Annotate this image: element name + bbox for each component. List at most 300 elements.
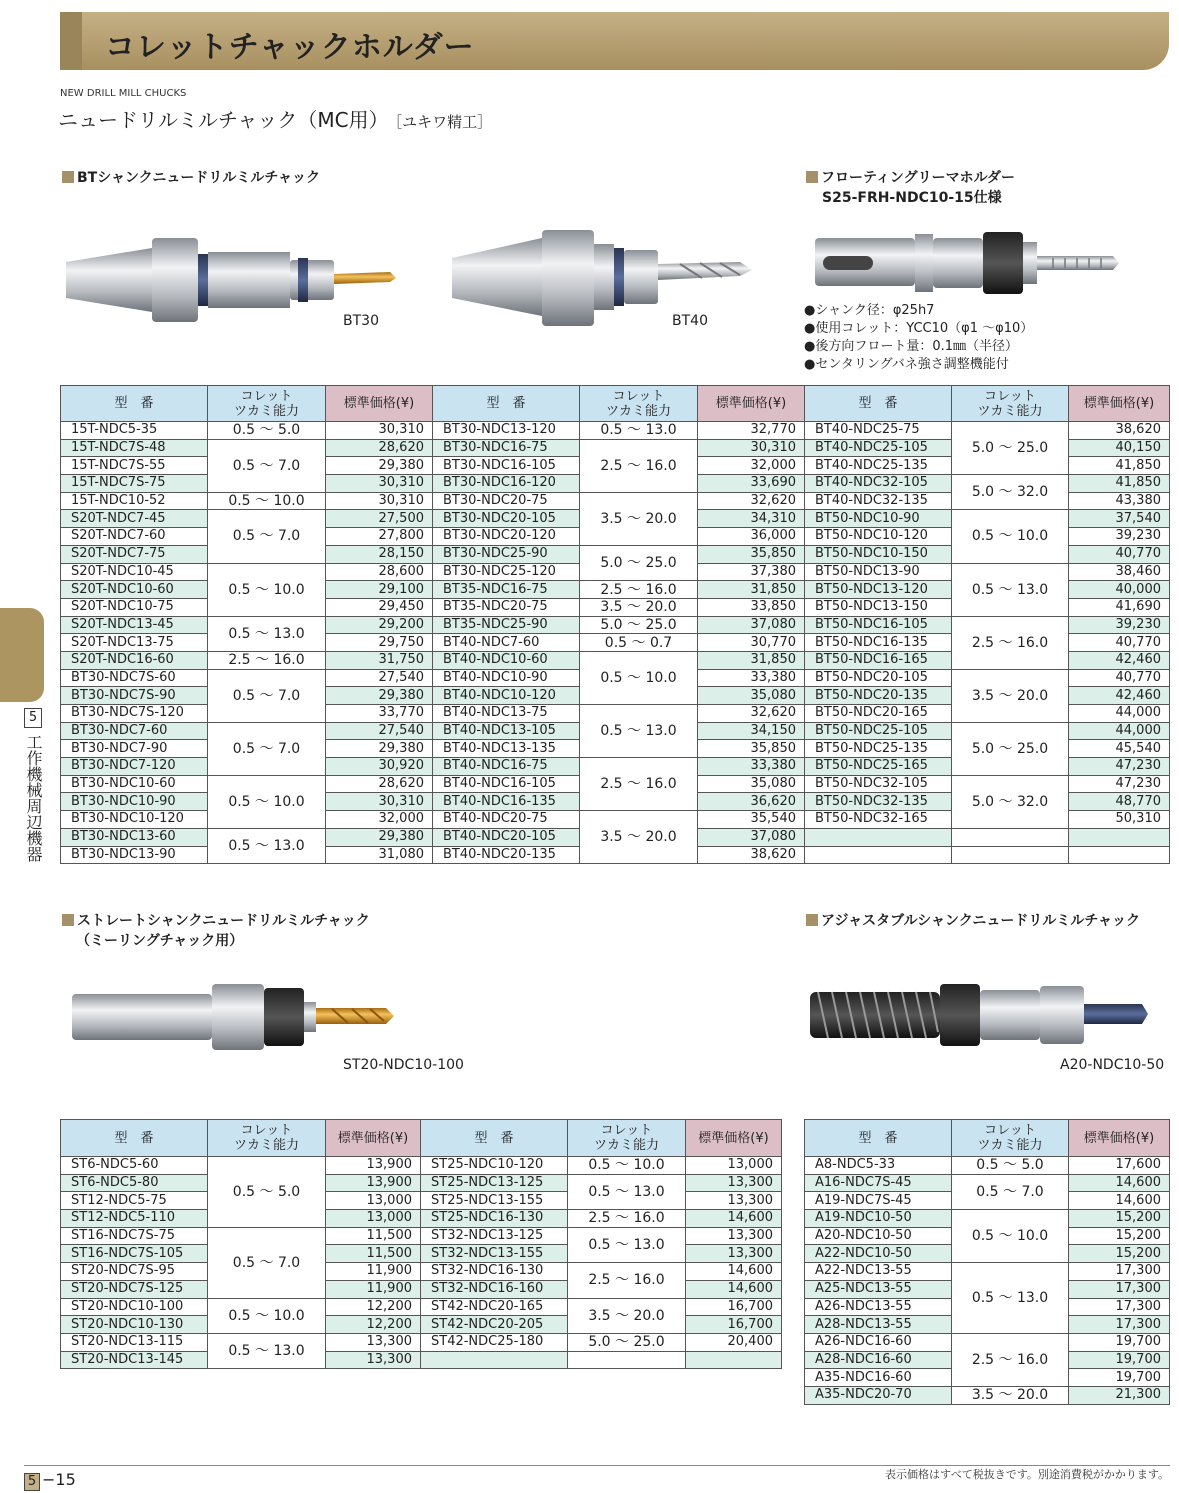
price-cell: 48,770 [1069,793,1170,811]
table-row [805,1157,1170,1175]
model-cell: A22-NDC10-50 [805,1245,952,1263]
collet-range-cell: 0.5 ～ 10.0 [952,1210,1069,1263]
collet-range-cell: 3.5 ～ 20.0 [952,669,1069,722]
model-cell: A22-NDC13-55 [805,1263,952,1281]
collet-range-cell [952,828,1069,846]
collet-range-cell: 0.5 ～ 7.0 [208,510,326,563]
price-cell: 40,770 [1069,545,1170,563]
model-cell: BT50-NDC16-135 [805,634,952,652]
collet-range-cell: 0.5 ～ 10.0 [208,563,326,616]
page-number-text: −15 [42,1470,76,1489]
price-cell: 17,300 [1069,1316,1170,1334]
price-cell: 44,000 [1069,722,1170,740]
collet-range-cell: 0.5 ～ 5.0 [208,422,326,440]
collet-range-cell: 3.5 ～ 20.0 [568,1298,686,1333]
table-row [61,510,433,528]
price-cell: 39,230 [1069,616,1170,634]
model-cell: BT30-NDC13-60 [61,828,208,846]
price-cell: 13,300 [326,1351,421,1369]
price-cell: 35,080 [698,775,805,793]
model-cell: ST12-NDC5-110 [61,1210,208,1228]
price-cell: 29,750 [326,634,433,652]
adjustable-price-table [804,1119,1170,1405]
price-cell: 31,850 [698,651,805,669]
model-cell: BT50-NDC13-120 [805,581,952,599]
model-cell: A20-NDC10-50 [805,1227,952,1245]
model-cell: BT50-NDC25-165 [805,758,952,776]
section-float-subtitle: S25-FRH-NDC10-15仕様 [822,190,1002,206]
price-cell: 40,000 [1069,581,1170,599]
page-chapter-box: 5 [24,1473,40,1491]
title-banner-accent [60,12,82,70]
collet-range-cell: 0.5 ～ 13.0 [208,616,326,651]
page-number [24,1470,76,1491]
col-header-price: 標準価格(¥) [698,386,805,422]
table-row [805,828,1170,846]
chapter-number: 5 [24,708,42,728]
model-cell: BT40-NDC10-60 [433,651,580,669]
model-cell: S20T-NDC10-60 [61,581,208,599]
price-cell: 35,540 [698,811,805,829]
model-cell: BT50-NDC10-90 [805,510,952,528]
model-cell: ST20-NDC13-145 [61,1351,208,1369]
model-cell: ST32-NDC16-130 [421,1263,568,1281]
collet-range-cell: 5.0 ～ 25.0 [580,616,698,634]
col-header-model: 型 番 [433,386,580,422]
collet-range-cell: 0.5 ～ 10.0 [952,510,1069,563]
collet-range-cell: 0.5 ～ 10.0 [208,775,326,828]
model-cell: BT35-NDC20-75 [433,598,580,616]
model-cell: ST42-NDC20-165 [421,1298,568,1316]
price-cell: 14,600 [686,1210,782,1228]
price-cell: 33,850 [698,598,805,616]
model-cell: BT40-NDC25-75 [805,422,952,440]
model-cell: BT50-NDC20-165 [805,705,952,723]
table-row [433,651,805,669]
collet-range-cell: 0.5 ～ 13.0 [952,563,1069,616]
spec-spring: ●センタリングバネ強さ調整機能付 [804,357,1009,372]
price-cell: 30,310 [698,439,805,457]
model-cell: 15T-NDC7S-48 [61,439,208,457]
price-cell: 20,400 [686,1333,782,1351]
model-cell: ST32-NDC13-155 [421,1245,568,1263]
collet-range-cell: 0.5 ～ 10.0 [568,1157,686,1175]
price-cell: 28,620 [326,775,433,793]
price-cell: 40,150 [1069,439,1170,457]
page-title: コレットチャックホルダー [105,30,475,65]
price-cell: 12,200 [326,1298,421,1316]
collet-range-cell: 5.0 ～ 25.0 [952,422,1069,475]
st-price-table-1 [60,1119,421,1369]
model-cell: BT40-NDC13-105 [433,722,580,740]
price-cell: 13,300 [686,1174,782,1192]
model-cell: ST32-NDC16-160 [421,1280,568,1298]
col-header-model: 型 番 [61,1120,208,1157]
section-float-heading [806,168,1015,208]
collet-range-cell: 3.5 ～ 20.0 [952,1386,1069,1404]
col-header-price: 標準価格(¥) [1069,1120,1170,1157]
collet-range-cell [568,1351,686,1369]
col-header-collet: コレット ツカミ能力 [208,1120,326,1157]
price-cell: 21,300 [1069,1386,1170,1404]
model-cell: ST25-NDC13-125 [421,1174,568,1192]
table-row [805,775,1170,793]
price-cell: 37,080 [698,616,805,634]
price-cell: 11,500 [326,1245,421,1263]
price-cell: 13,300 [686,1227,782,1245]
table-row [61,722,433,740]
bullet-square-icon [62,171,74,183]
collet-range-cell: 0.5 ～ 7.0 [208,1227,326,1298]
model-cell [421,1351,568,1369]
price-cell: 29,200 [326,616,433,634]
model-cell: A26-NDC16-60 [805,1333,952,1351]
price-cell: 31,080 [326,846,433,864]
table-row [421,1351,782,1369]
table-row [805,475,1170,493]
price-cell: 27,540 [326,669,433,687]
price-cell: 15,200 [1069,1227,1170,1245]
model-cell: ST25-NDC10-120 [421,1157,568,1175]
model-cell: 15T-NDC5-35 [61,422,208,440]
model-cell: A16-NDC7S-45 [805,1174,952,1192]
price-cell: 47,230 [1069,758,1170,776]
model-cell: ST25-NDC13-155 [421,1192,568,1210]
bt-price-table-3 [804,385,1170,864]
model-cell: ST42-NDC25-180 [421,1333,568,1351]
price-cell: 32,620 [698,492,805,510]
col-header-price: 標準価格(¥) [326,386,433,422]
price-cell: 13,300 [686,1245,782,1263]
price-cell: 33,690 [698,475,805,493]
collet-range-cell: 0.5 ～ 0.7 [580,634,698,652]
price-cell: 30,920 [326,758,433,776]
model-cell: BT30-NDC16-75 [433,439,580,457]
collet-range-cell: 5.0 ～ 32.0 [952,775,1069,828]
model-cell: ST42-NDC20-205 [421,1316,568,1334]
price-cell: 29,450 [326,598,433,616]
price-cell: 33,770 [326,705,433,723]
price-cell: 41,850 [1069,457,1170,475]
collet-range-cell: 0.5 ～ 13.0 [568,1227,686,1262]
price-cell: 29,380 [326,457,433,475]
subtitle-en: NEW DRILL MILL CHUCKS [60,88,187,99]
collet-range-cell: 0.5 ～ 13.0 [580,422,698,440]
collet-range-cell: 0.5 ～ 7.0 [208,439,326,492]
collet-range-cell: 0.5 ～ 7.0 [208,669,326,722]
collet-range-cell: 0.5 ～ 13.0 [208,828,326,863]
price-cell: 35,850 [698,740,805,758]
collet-range-cell: 0.5 ～ 7.0 [952,1174,1069,1209]
price-cell: 30,310 [326,793,433,811]
model-cell: ST16-NDC7S-105 [61,1245,208,1263]
model-cell: BT40-NDC10-90 [433,669,580,687]
price-cell: 34,150 [698,722,805,740]
table-row [433,545,805,563]
price-cell: 13,900 [326,1157,421,1175]
table-row [61,651,433,669]
price-cell: 42,460 [1069,651,1170,669]
price-cell: 17,300 [1069,1280,1170,1298]
price-cell: 27,800 [326,528,433,546]
price-cell: 13,300 [326,1333,421,1351]
model-cell: BT30-NDC20-105 [433,510,580,528]
table-row [421,1263,782,1281]
bt-price-table-2 [432,385,805,864]
model-cell: ST25-NDC16-130 [421,1210,568,1228]
collet-range-cell: 0.5 ～ 10.0 [208,1298,326,1333]
price-cell: 42,460 [1069,687,1170,705]
collet-range-cell: 0.5 ～ 7.0 [208,722,326,775]
chapter-label: 工作機械周辺機器 [24,734,43,862]
price-cell: 40,770 [1069,669,1170,687]
model-cell: BT40-NDC7-60 [433,634,580,652]
price-cell: 14,600 [686,1280,782,1298]
price-cell: 11,900 [326,1280,421,1298]
collet-range-cell: 2.5 ～ 16.0 [952,1333,1069,1386]
price-cell: 29,380 [326,687,433,705]
price-cell: 14,600 [1069,1174,1170,1192]
collet-range-cell: 2.5 ～ 16.0 [580,581,698,599]
table-row [433,811,805,829]
collet-range-cell: 2.5 ～ 16.0 [952,616,1069,669]
price-cell: 37,080 [698,828,805,846]
model-cell: BT35-NDC16-75 [433,581,580,599]
model-cell: BT30-NDC10-60 [61,775,208,793]
section-straight-subtitle: （ミーリングチャック用） [76,933,244,949]
model-cell: S20T-NDC16-60 [61,651,208,669]
price-cell: 19,700 [1069,1333,1170,1351]
model-cell: A25-NDC13-55 [805,1280,952,1298]
model-cell [805,846,952,864]
table-row [61,1157,421,1175]
model-cell: BT40-NDC10-120 [433,687,580,705]
model-cell: BT50-NDC13-150 [805,598,952,616]
price-cell: 11,900 [326,1263,421,1281]
model-cell: BT50-NDC10-150 [805,545,952,563]
floating-reamer-holder-image [813,228,1123,298]
price-cell: 29,380 [326,828,433,846]
subtitle-jp [58,104,492,133]
table-row [421,1227,782,1245]
model-cell: BT40-NDC13-135 [433,740,580,758]
spec-shank: ●シャンク径：φ25h7 [804,303,935,318]
price-cell: 30,310 [326,492,433,510]
table-row [421,1333,782,1351]
price-cell: 39,230 [1069,528,1170,546]
price-cell: 27,540 [326,722,433,740]
model-cell: BT30-NDC13-90 [61,846,208,864]
st-price-table-2 [420,1119,782,1369]
table-row [61,775,433,793]
model-cell: BT50-NDC16-105 [805,616,952,634]
col-header-collet: コレット ツカミ能力 [580,386,698,422]
subtitle-maker: ［ユキワ精工］ [394,113,493,131]
collet-range-cell: 0.5 ～ 10.0 [208,492,326,510]
spec-float: ●後方向フロート量：0.1㎜（半径） [804,339,1019,354]
model-cell: ST16-NDC7S-75 [61,1227,208,1245]
model-cell: BT30-NDC7S-120 [61,705,208,723]
model-cell: BT30-NDC20-120 [433,528,580,546]
section-straight-title: ストレートシャンクニュードリルミルチャック [77,913,370,929]
model-cell: BT40-NDC25-105 [805,439,952,457]
model-cell: A19-NDC7S-45 [805,1192,952,1210]
table-row [433,422,805,440]
table-row [433,439,805,457]
model-cell: BT50-NDC32-105 [805,775,952,793]
model-cell: 15T-NDC10-52 [61,492,208,510]
price-cell: 45,540 [1069,740,1170,758]
model-cell: BT30-NDC10-120 [61,811,208,829]
collet-range-cell: 5.0 ～ 32.0 [952,475,1069,510]
spec-collet: ●使用コレット：YCC10（φ1 ～φ10） [804,321,1034,336]
spec-list [804,302,1033,374]
table-row [805,422,1170,440]
col-header-price: 標準価格(¥) [1069,386,1170,422]
collet-range-cell: 0.5 ～ 13.0 [952,1263,1069,1334]
price-cell [686,1351,782,1369]
table-row [805,1333,1170,1351]
model-cell: BT40-NDC13-75 [433,705,580,723]
section-adjust-title: アジャスタブルシャンクニュードリルミルチャック [821,913,1140,929]
price-cell: 17,300 [1069,1298,1170,1316]
st20-label: ST20-NDC10-100 [343,1057,464,1073]
collet-range-cell: 0.5 ～ 5.0 [208,1157,326,1228]
price-cell: 38,620 [1069,422,1170,440]
price-cell: 12,200 [326,1316,421,1334]
model-cell: BT50-NDC32-165 [805,811,952,829]
table-row [433,492,805,510]
st20-holder-image [70,980,400,1055]
model-cell: ST6-NDC5-80 [61,1174,208,1192]
model-cell: BT30-NDC13-120 [433,422,580,440]
model-cell: BT50-NDC13-90 [805,563,952,581]
col-header-collet: コレット ツカミ能力 [568,1120,686,1157]
model-cell: BT40-NDC32-105 [805,475,952,493]
price-cell: 27,500 [326,510,433,528]
col-header-model: 型 番 [805,386,952,422]
table-row [421,1157,782,1175]
model-cell: ST20-NDC10-130 [61,1316,208,1334]
bt-price-table-1 [60,385,433,864]
price-cell: 31,850 [698,581,805,599]
price-cell: 37,380 [698,563,805,581]
collet-range-cell: 3.5 ～ 20.0 [580,598,698,616]
price-cell: 41,850 [1069,475,1170,493]
table-row [805,1386,1170,1404]
table-row [433,581,805,599]
table-row [433,616,805,634]
collet-range-cell: 0.5 ～ 13.0 [568,1174,686,1209]
price-cell: 31,750 [326,651,433,669]
bt40-label: BT40 [672,313,708,329]
bullet-square-icon [62,914,74,926]
model-cell: BT40-NDC16-75 [433,758,580,776]
model-cell: BT40-NDC25-135 [805,457,952,475]
collet-range-cell: 5.0 ～ 25.0 [568,1333,686,1351]
section-bt-title: BTシャンクニュードリルミルチャック [77,170,320,186]
collet-range-cell: 2.5 ～ 16.0 [580,758,698,811]
model-cell: BT30-NDC7-120 [61,758,208,776]
model-cell: BT30-NDC7S-90 [61,687,208,705]
model-cell: BT40-NDC20-75 [433,811,580,829]
price-cell: 34,310 [698,510,805,528]
price-cell: 33,380 [698,758,805,776]
model-cell: ST32-NDC13-125 [421,1227,568,1245]
price-cell: 32,000 [326,811,433,829]
price-cell: 29,100 [326,581,433,599]
model-cell: BT30-NDC16-105 [433,457,580,475]
model-cell: BT35-NDC25-90 [433,616,580,634]
table-row [61,563,433,581]
table-row [61,828,433,846]
model-cell: A35-NDC16-60 [805,1369,952,1387]
col-header-price: 標準価格(¥) [326,1120,421,1157]
price-cell: 13,000 [686,1157,782,1175]
price-cell: 47,230 [1069,775,1170,793]
section-straight-heading [62,911,370,951]
price-cell: 38,460 [1069,563,1170,581]
col-header-model: 型 番 [421,1120,568,1157]
price-cell: 38,620 [698,846,805,864]
price-cell: 32,620 [698,705,805,723]
model-cell: A19-NDC10-50 [805,1210,952,1228]
price-cell: 28,620 [326,439,433,457]
table-row [61,1298,421,1316]
model-cell: BT50-NDC20-105 [805,669,952,687]
table-row [805,616,1170,634]
table-row [61,1227,421,1245]
price-cell: 36,620 [698,793,805,811]
collet-range-cell: 0.5 ～ 13.0 [580,705,698,758]
price-cell: 36,000 [698,528,805,546]
model-cell: BT30-NDC16-120 [433,475,580,493]
price-cell: 43,380 [1069,492,1170,510]
price-cell: 14,600 [1069,1192,1170,1210]
price-cell: 41,690 [1069,598,1170,616]
price-cell: 37,540 [1069,510,1170,528]
model-cell: BT40-NDC16-105 [433,775,580,793]
model-cell: 15T-NDC7S-55 [61,457,208,475]
model-cell: BT30-NDC7-60 [61,722,208,740]
price-cell: 19,700 [1069,1369,1170,1387]
model-cell: A35-NDC20-70 [805,1386,952,1404]
collet-range-cell [952,846,1069,864]
collet-range-cell: 3.5 ～ 20.0 [580,492,698,545]
table-row [421,1298,782,1316]
model-cell: ST20-NDC7S-95 [61,1263,208,1281]
table-row [805,1263,1170,1281]
table-row [433,634,805,652]
table-row [805,1210,1170,1228]
section-float-title: フローティングリーマホルダー [821,170,1016,186]
table-row [61,422,433,440]
price-cell: 11,500 [326,1227,421,1245]
model-cell: ST20-NDC13-115 [61,1333,208,1351]
tax-note: 表示価格はすべて税抜きです。別途消費税がかかります。 [884,1468,1169,1481]
col-header-collet: コレット ツカミ能力 [208,386,326,422]
model-cell: BT30-NDC7-90 [61,740,208,758]
price-cell: 13,900 [326,1174,421,1192]
a20-holder-image [808,978,1153,1056]
price-cell: 32,770 [698,422,805,440]
model-cell: S20T-NDC13-75 [61,634,208,652]
collet-range-cell: 0.5 ～ 10.0 [580,651,698,704]
price-cell: 32,000 [698,457,805,475]
model-cell: BT50-NDC25-135 [805,740,952,758]
price-cell: 13,300 [686,1192,782,1210]
price-cell: 16,700 [686,1316,782,1334]
